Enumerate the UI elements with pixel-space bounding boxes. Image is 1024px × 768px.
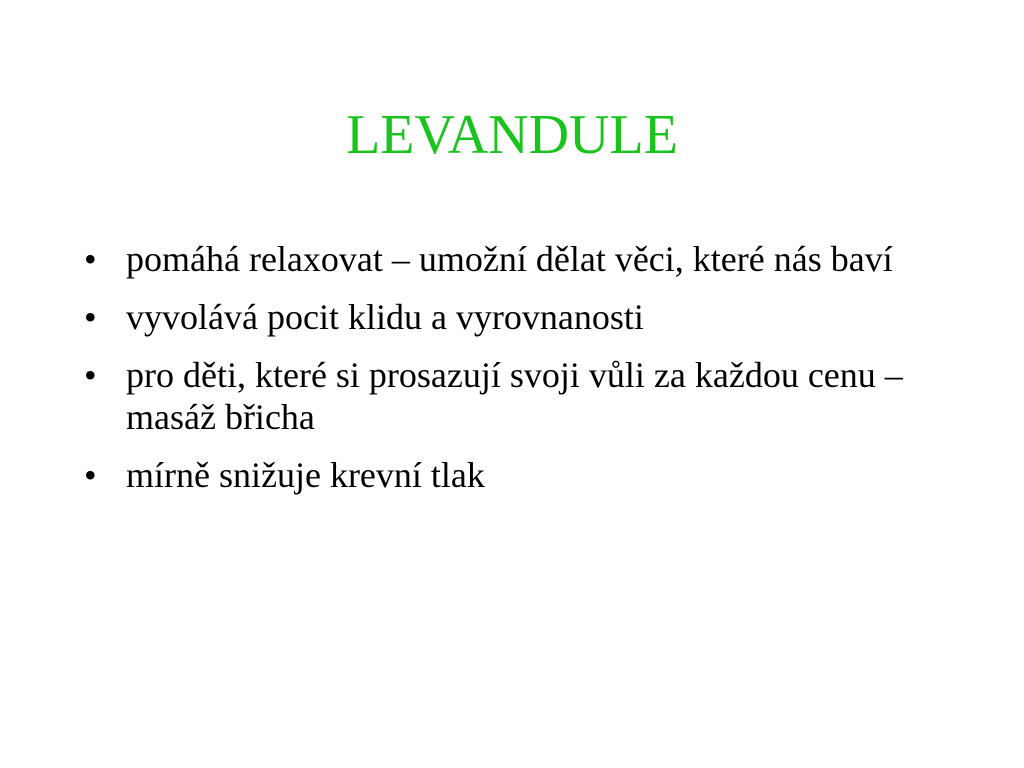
bullet-text: pro děti, které si prosazují svoji vůli za každou cenu – masáž břicha [126,355,903,437]
bullet-text: mírně snižuje krevní tlak [126,455,485,495]
bullet-item [84,296,954,338]
bullet-text: pomáhá relaxovat – umožní dělat věci, které nás baví [126,239,893,279]
bullet-item [84,454,954,496]
bullet-mark: • [84,455,97,495]
bullet-mark: • [84,239,97,279]
slide-title: LEVANDULE [346,104,678,166]
bullet-mark: • [84,297,97,337]
bullet-mark: • [84,355,97,395]
bullet-item [84,354,954,438]
bullet-list [84,238,954,512]
bullet-item [84,238,954,280]
bullet-text: vyvolává pocit klidu a vyrovnanosti [126,297,644,337]
